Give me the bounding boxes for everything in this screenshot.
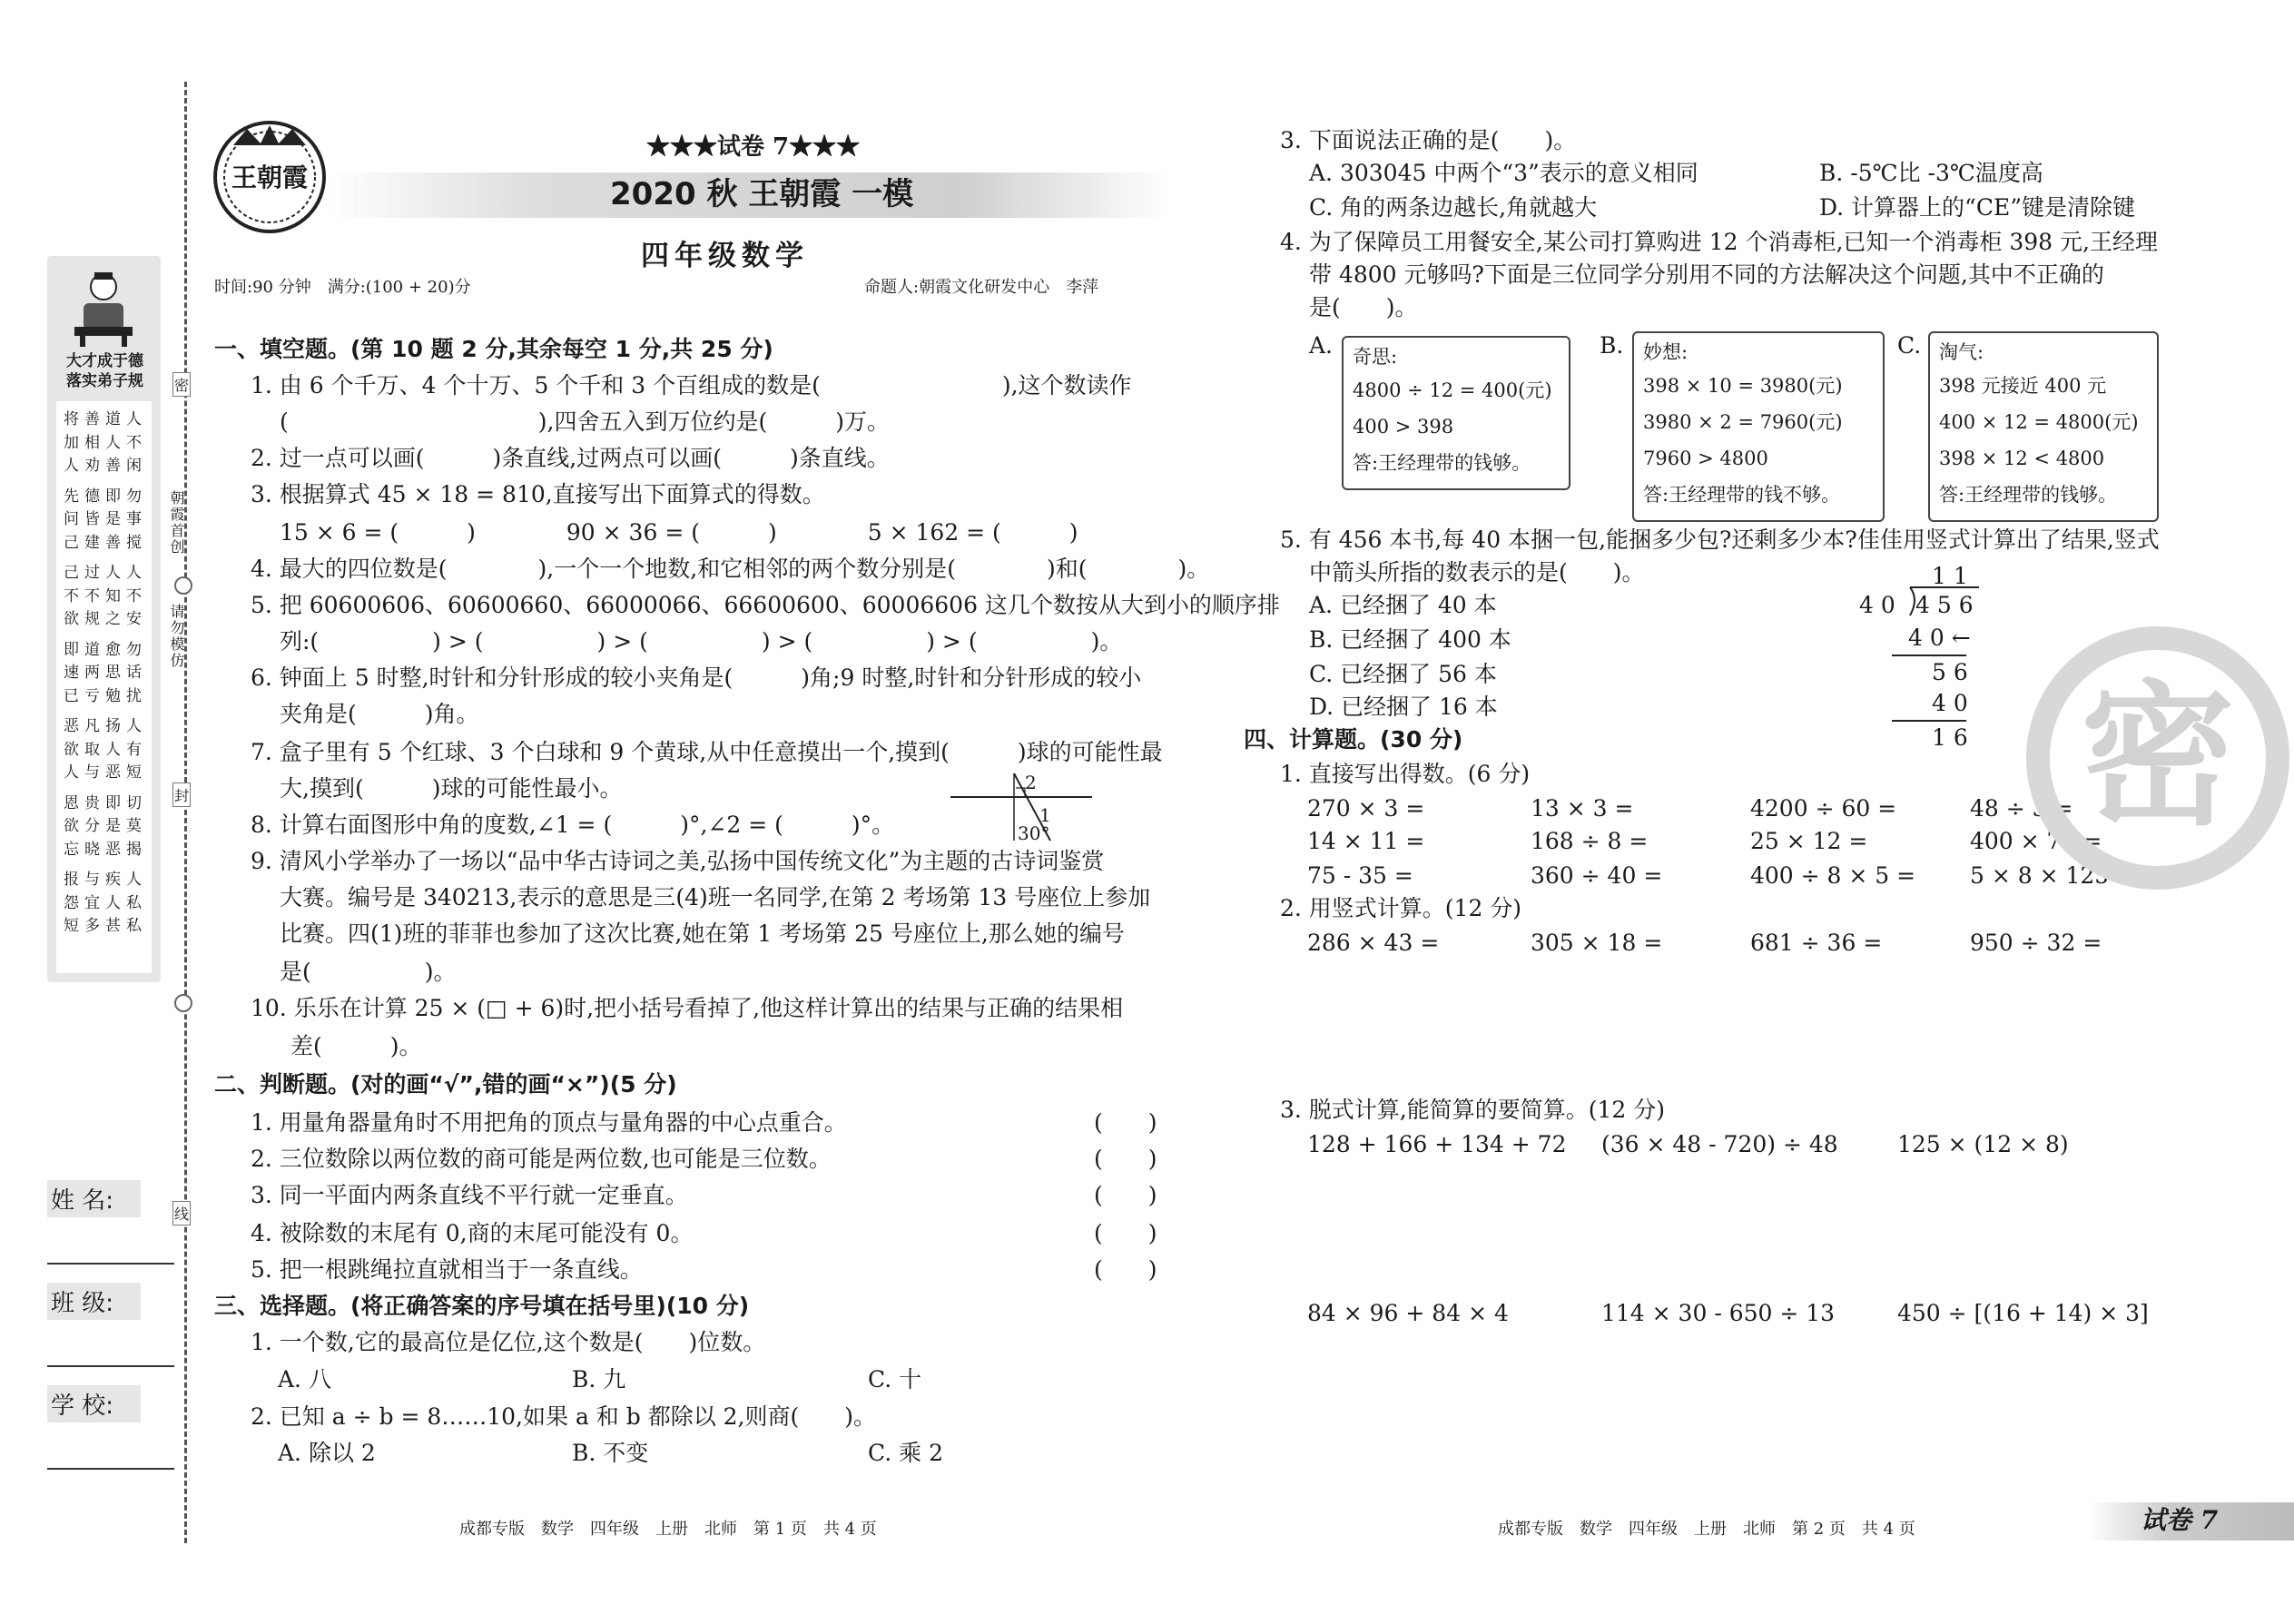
calc-item: 14 × 11 = <box>1307 828 1425 854</box>
class-field[interactable] <box>47 1320 174 1367</box>
s1-line: 7. 盒子里有 5 个红球、3 个白球和 9 个黄球,从中任意摸出一个,摸到( )球的可能性最 <box>251 739 1163 765</box>
s1-line: 6. 钟面上 5 时整,时针和分针形成的较小夹角是( )角;9 时整,时针和分针形成的较小 <box>251 664 1142 691</box>
school-field[interactable] <box>47 1422 174 1470</box>
calc-item: 25 × 12 = <box>1750 828 1868 854</box>
seal-mark-xian: 线 <box>172 1201 191 1225</box>
s1-line: 差( )。 <box>290 1033 422 1059</box>
box-label-b: B. <box>1600 332 1624 359</box>
margin-note: 朝霞首创 <box>168 490 185 556</box>
exam-series: ★★★试卷 7★★★ <box>646 133 861 161</box>
calc-item: 286 × 43 = <box>1307 930 1440 956</box>
s1-line: 10. 乐乐在计算 25 × (□ + 6)时,把小括号看掉了,他这样计算出的结果与正确的结果相 <box>251 995 1124 1021</box>
calc-item: 950 ÷ 32 = <box>1970 930 2102 956</box>
calc-item: 681 ÷ 36 = <box>1750 930 1883 956</box>
binding-circle-icon <box>174 576 192 595</box>
calc-item: 400 ÷ 8 × 5 = <box>1750 862 1916 889</box>
calc-item: 13 × 3 = <box>1531 795 1634 822</box>
calc-p2-title: 2. 用竖式计算。(12 分) <box>1280 895 1522 921</box>
s1-line: 列:( ) > ( ) > ( ) > ( ) > ( )。 <box>280 628 1123 655</box>
watermark-glyph: 密 <box>2080 667 2235 847</box>
margin-note: 请勿模仿 <box>168 604 185 669</box>
section1-title: 一、填空题。(第 10 题 2 分,其余每空 1 分,共 25 分) <box>214 336 773 362</box>
choice-option: C. 角的两条边越长,角就越大 <box>1309 194 1598 221</box>
name-label: 姓 名: <box>47 1180 141 1217</box>
s1-line: 4. 最大的四位数是( ),一个一个地数,和它相邻的两个数分别是( )和( )。 <box>251 556 1210 582</box>
s1-line: ( ),四舍五入到万位约是( )万。 <box>280 408 890 435</box>
judge-item: 3. 同一平面内两条直线不平行就一定垂直。 <box>251 1182 688 1208</box>
calc-item: 270 × 3 = <box>1307 795 1425 822</box>
angle-label-1: 1 <box>1039 804 1051 826</box>
div-row3: 4 0 <box>1932 690 1968 716</box>
calc-item: 168 ÷ 8 = <box>1531 828 1649 854</box>
calc-item: 400 × 70 = <box>1970 828 2102 854</box>
calc-item: 128 + 166 + 134 + 72 <box>1307 1131 1567 1157</box>
div-dividend: 4 5 6 <box>1915 592 1974 618</box>
s1-line: 大赛。编号是 340213,表示的意思是三(4)班一名同学,在第 2 考场第 13 号座位上参加 <box>280 884 1151 910</box>
calc-item: (36 × 48 - 720) ÷ 48 <box>1601 1131 1838 1157</box>
answer-paren[interactable]: ( ) <box>1094 1182 1157 1208</box>
choice-q4: 4. 为了保障员工用餐安全,某公司打算购进 12 个消毒柜,已知一个消毒柜 398 元,王经理 <box>1280 229 2158 255</box>
answer-paren[interactable]: ( ) <box>1094 1220 1157 1246</box>
logo-emblem <box>211 118 329 236</box>
school-label: 学 校: <box>47 1385 141 1422</box>
choice-option: D. 计算器上的“CE”键是清除键 <box>1819 194 2135 221</box>
s1-line: 9. 清风小学举办了一场以“品中华古诗词之美,弘扬中国传统文化”为主题的古诗词鉴赏 <box>251 848 1105 874</box>
time-score: 时间:90 分钟 满分:(100 + 20)分 <box>214 278 471 297</box>
student-info-panel <box>47 1180 174 1470</box>
choice-option: B. 不变 <box>572 1440 649 1466</box>
seal-mark-feng: 封 <box>172 782 191 807</box>
choice-q1: 1. 一个数,它的最高位是亿位,这个数是( )位数。 <box>251 1329 766 1355</box>
s1-line: 1. 由 6 个千万、4 个十万、5 个千和 3 个百组成的数是( ),这个数读作 <box>251 372 1132 399</box>
choice-option: A. 除以 2 <box>278 1440 376 1466</box>
method-box-a: 奇思: 4800 ÷ 12 = 400(元) 400 > 398 答:王经理带的钱够。 <box>1342 336 1570 490</box>
calc-item: 114 × 30 - 650 ÷ 13 <box>1601 1300 1836 1326</box>
box-label-a: A. <box>1309 332 1334 359</box>
seal-mark-mi: 密 <box>172 372 191 397</box>
calc-item: 450 ÷ [(16 + 14) × 3] <box>1897 1300 2149 1326</box>
long-division <box>1852 563 2024 753</box>
footer-left: 成都专版 数学 四年级 上册 北师 第 1 页 共 4 页 <box>459 1520 877 1539</box>
choice-option: C. 已经捆了 56 本 <box>1309 661 1497 687</box>
div-quotient: 1 1 <box>1932 563 1968 589</box>
answer-paren[interactable]: ( ) <box>1094 1146 1157 1172</box>
choice-option: D. 已经捆了 16 本 <box>1309 694 1498 720</box>
judge-item: 2. 三位数除以两位数的商可能是两位数,也可能是三位数。 <box>251 1146 832 1172</box>
s1-line: 3. 根据算式 45 × 18 = 810,直接写出下面算式的得数。 <box>251 481 825 507</box>
choice-q5: 5. 有 456 本书,每 40 本捆一包,能捆多少包?还剩多少本?佳佳用竖式计算出了结果,竖式 <box>1280 527 2160 553</box>
calc-item: 84 × 96 + 84 × 4 <box>1307 1300 1509 1326</box>
logo-text: 王朝霞 <box>231 162 308 192</box>
exam-main-title: 2020 秋 王朝霞 一模 <box>610 176 914 212</box>
calc-item: 48 ÷ 3 = <box>1970 795 2073 822</box>
motto-line: 大才成于德 <box>66 352 143 370</box>
div-row2: 5 6 <box>1932 659 1968 685</box>
s1-line: 15 × 6 = ( ) 90 × 36 = ( ) 5 × 162 = ( ) <box>280 519 1078 546</box>
judge-item: 5. 把一根跳绳拉直就相当于一条直线。 <box>251 1256 643 1283</box>
s1-line: 2. 过一点可以画( )条直线,过两点可以画( )条直线。 <box>251 445 890 471</box>
div-divisor: 4 0 <box>1859 592 1895 618</box>
calc-item: 5 × 8 × 125 = <box>1970 862 2136 889</box>
div-row1: 4 0 ← <box>1908 625 1971 651</box>
section3-title: 三、选择题。(将正确答案的序号填在括号里)(10 分) <box>214 1293 750 1319</box>
choice-option: C. 十 <box>868 1366 922 1393</box>
s1-line: 是( )。 <box>280 959 457 985</box>
section2-title: 二、判断题。(对的画“√”,错的画“×”)(5 分) <box>214 1071 677 1097</box>
s1-line: 8. 计算右面图形中角的度数,∠1 = ( )°,∠2 = ( )°。 <box>251 812 895 838</box>
choice-q4: 是( )。 <box>1309 294 1418 320</box>
choice-option: B. 九 <box>572 1366 626 1393</box>
choice-q2: 2. 已知 a ÷ b = 8……10,如果 a 和 b 都除以 2,则商( )。 <box>251 1403 877 1430</box>
binding-circle-icon <box>174 994 192 1012</box>
calc-item: 360 ÷ 40 = <box>1531 862 1663 889</box>
sidebar-motto-panel <box>47 256 161 982</box>
author: 命题人:朝霞文化研发中心 李萍 <box>864 278 1099 297</box>
angle-figure <box>949 770 1094 842</box>
exam-subject: 四年级数学 <box>641 240 809 272</box>
calc-item: 305 × 18 = <box>1531 930 1663 956</box>
scholar-icon <box>67 267 140 349</box>
choice-q3: 3. 下面说法正确的是( )。 <box>1280 127 1577 153</box>
choice-option: C. 乘 2 <box>868 1440 943 1466</box>
choice-q5: 中箭头所指的数表示的是( )。 <box>1309 559 1645 586</box>
div-remainder: 1 6 <box>1932 724 1968 751</box>
answer-paren[interactable]: ( ) <box>1094 1256 1157 1283</box>
method-box-b: 妙想: 398 × 10 = 3980(元) 3980 × 2 = 7960(元) 7960 > 4800 答:王经理带的钱不够。 <box>1632 331 1885 522</box>
angle-label-2: 2 <box>1025 772 1037 793</box>
choice-option: B. -5℃比 -3℃温度高 <box>1819 160 2043 186</box>
s1-line: 5. 把 60600606、60600660、66000066、66600600、60006606 这几个数按从大到小的顺序排 <box>251 592 1280 618</box>
s1-line: 比赛。四(1)班的菲菲也参加了这次比赛,她在第 1 考场第 25 号座位上,那么她的编号 <box>280 920 1125 947</box>
method-box-c: 淘气: 398 元接近 400 元 400 × 12 = 4800(元) 398 × 12 < 4800 答:王经理带的钱够。 <box>1928 331 2159 522</box>
calc-item: 125 × (12 × 8) <box>1897 1131 2069 1157</box>
calc-p1-title: 1. 直接写出得数。(6 分) <box>1280 761 1531 787</box>
choice-option: A. 八 <box>278 1366 331 1393</box>
motto-columns: 将善道人 加相人不 人劝善闲 先德即勿 问皆是事 己建善搅 己过人人 不不知不 欲规之安 即道愈勿 速两思话 已亏勉扰 恶凡扬人 欲取人有 人与恶短 恩贵即切 欲分是莫 忘晓恶揭 报与疾人 怨宜人私 短多甚私 <box>64 410 147 935</box>
choice-option: A. 已经捆了 40 本 <box>1309 592 1497 618</box>
class-label: 班 级: <box>47 1283 141 1320</box>
angle-label-30: 30° <box>1018 822 1050 844</box>
box-label-c: C. <box>1897 332 1922 359</box>
motto-line: 落实弟子规 <box>66 372 143 390</box>
judge-item: 4. 被除数的末尾有 0,商的末尾可能没有 0。 <box>251 1220 694 1246</box>
s1-line: 大,摸到( )球的可能性最小。 <box>280 775 623 802</box>
secret-watermark <box>2026 626 2289 890</box>
footer-right: 成都专版 数学 四年级 上册 北师 第 2 页 共 4 页 <box>1498 1520 1915 1539</box>
calc-p3-title: 3. 脱式计算,能简算的要简算。(12 分) <box>1280 1097 1666 1123</box>
choice-q4: 带 4800 元够吗?下面是三位同学分别用不同的方法解决这个问题,其中不正确的 <box>1309 261 2104 288</box>
judge-item: 1. 用量角器量角时不用把角的顶点与量角器的中心点重合。 <box>251 1109 847 1136</box>
section4-title: 四、计算题。(30 分) <box>1244 726 1463 753</box>
binding-dashed-line <box>184 82 187 1543</box>
calc-item: 4200 ÷ 60 = <box>1750 795 1897 822</box>
footer-badge: 试卷 7 <box>2141 1505 2219 1535</box>
answer-paren[interactable]: ( ) <box>1094 1109 1157 1136</box>
s1-line: 夹角是( )角。 <box>280 701 479 727</box>
choice-option: A. 303045 中两个“3”表示的意义相同 <box>1309 160 1698 186</box>
calc-item: 75 - 35 = <box>1307 862 1413 889</box>
choice-option: B. 已经捆了 400 本 <box>1309 626 1511 653</box>
name-field[interactable] <box>47 1217 174 1265</box>
